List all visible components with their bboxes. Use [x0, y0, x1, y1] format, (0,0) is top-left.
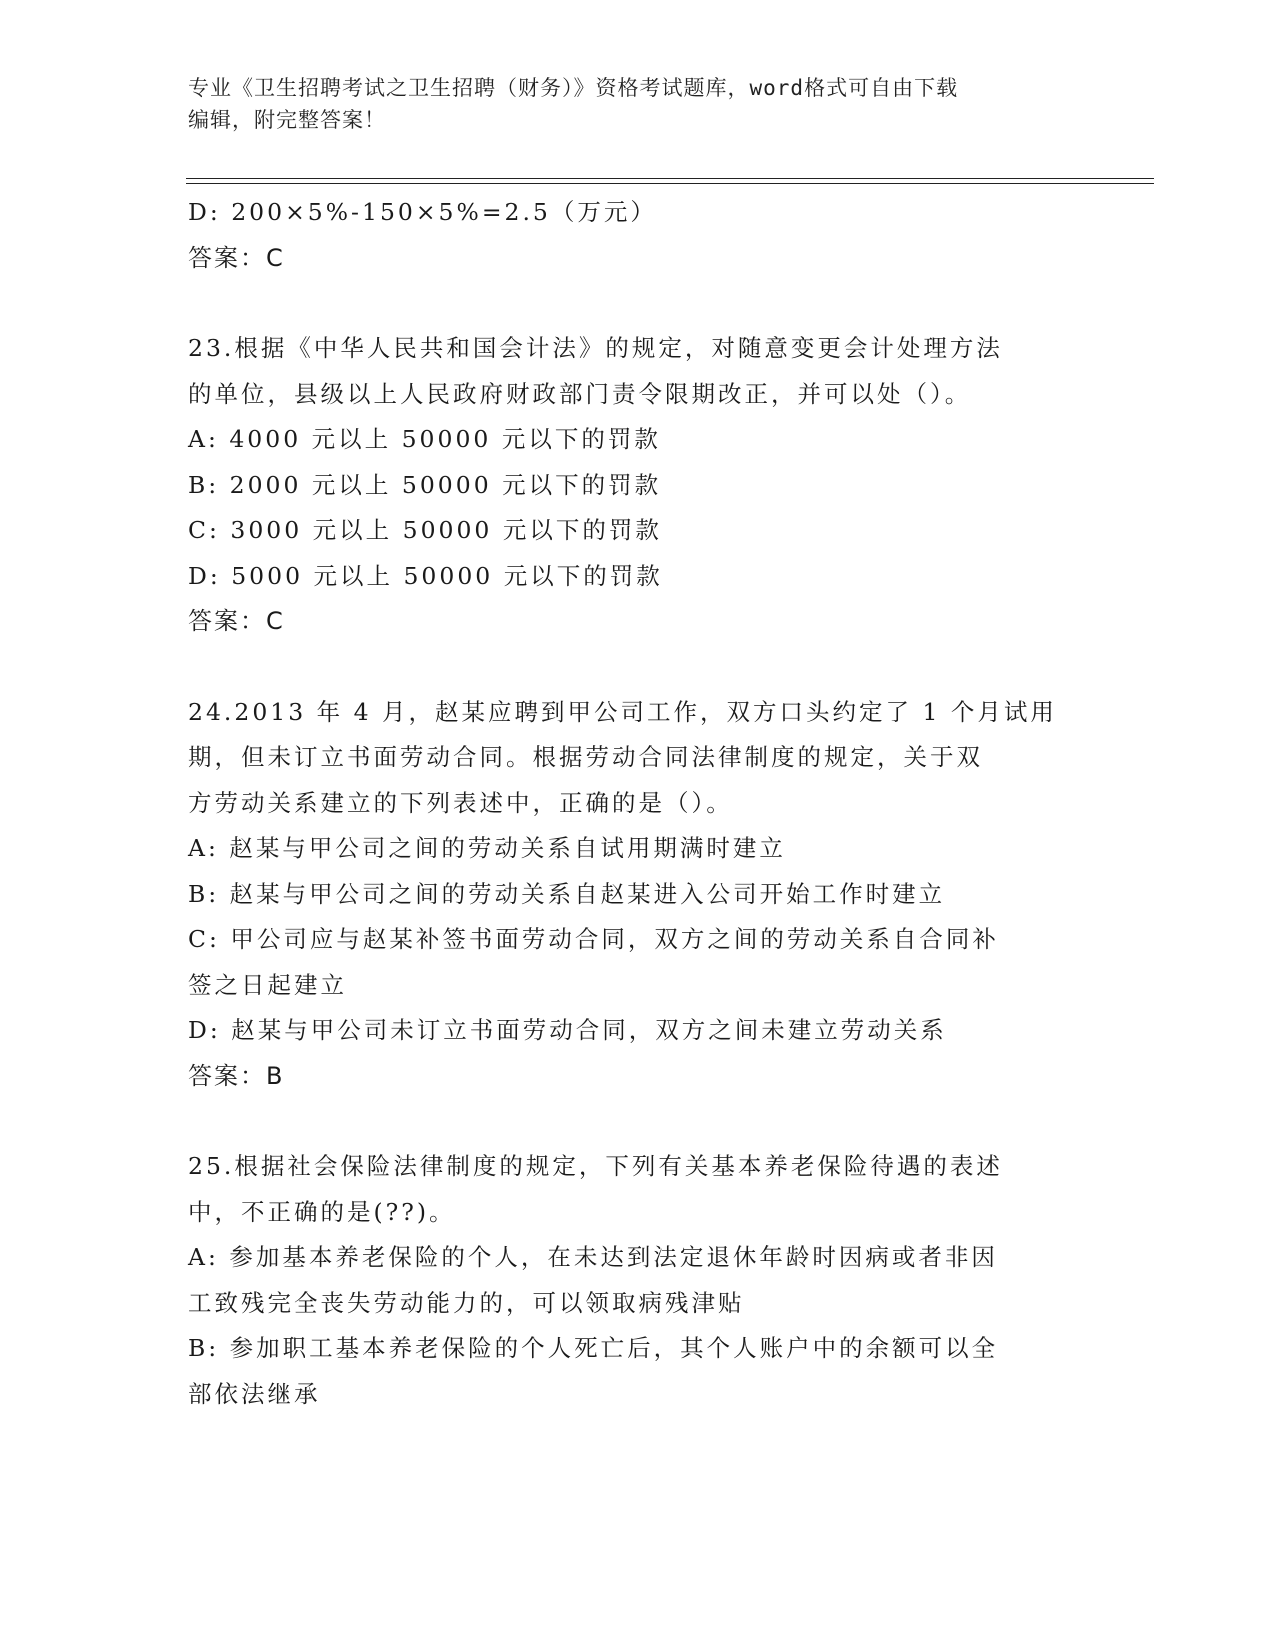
question-stem: 25.根据社会保险法律制度的规定，下列有关基本养老保险待遇的表述	[188, 1152, 1003, 1180]
question-stem: 中，不正确的是(??)。	[188, 1197, 456, 1226]
option-b: B: 2000 元以上 50000 元以下的罚款	[188, 470, 662, 499]
spacer	[188, 645, 1078, 690]
question-stem: 的单位，县级以上人民政府财政部门责令限期改正，并可以处（）。	[188, 379, 972, 408]
option-a: A: 4000 元以上 50000 元以下的罚款	[188, 425, 661, 453]
question-24	[188, 690, 1078, 1100]
option-b: B: 参加职工基本养老保险的个人死亡后，其个人账户中的余额可以全	[188, 1334, 999, 1362]
prev-option-d: D: 200×5%-150×5%=2.5（万元）	[188, 198, 657, 226]
header-rule-top	[186, 178, 1154, 179]
header-line-2: 编辑，附完整答案！	[188, 108, 386, 132]
answer: 答案：B	[188, 1061, 285, 1090]
question-23	[188, 326, 1078, 645]
spacer	[188, 281, 1078, 326]
option-c: C: 3000 元以上 50000 元以下的罚款	[188, 516, 662, 544]
document-body	[188, 190, 1078, 1417]
question-stem: 23.根据《中华人民共和国会计法》的规定，对随意变更会计处理方法	[188, 334, 1003, 362]
option-b-continued: 部依法继承	[188, 1379, 321, 1408]
question-stem: 方劳动关系建立的下列表述中，正确的是（）。	[188, 788, 733, 817]
option-d: D: 5000 元以上 50000 元以下的罚款	[188, 561, 663, 590]
prev-answer: 答案：C	[188, 243, 285, 272]
document-header	[188, 72, 1088, 136]
option-c: C: 甲公司应与赵某补签书面劳动合同，双方之间的劳动关系自合同补	[188, 925, 999, 953]
option-b: B: 赵某与甲公司之间的劳动关系自赵某进入公司开始工作时建立	[188, 879, 946, 908]
header-line-1: 专业《卫生招聘考试之卫生招聘（财务）》资格考试题库，word格式可自由下载	[188, 76, 959, 100]
header-rule-bottom	[186, 183, 1154, 184]
question-stem: 期，但未订立书面劳动合同。根据劳动合同法律制度的规定，关于双	[188, 743, 983, 771]
option-a: A: 参加基本养老保险的个人，在未达到法定退休年龄时因病或者非因	[188, 1243, 998, 1271]
option-c-continued: 签之日起建立	[188, 970, 347, 999]
spacer	[188, 1099, 1078, 1144]
answer: 答案：C	[188, 607, 285, 635]
question-stem: 24.2013 年 4 月，赵某应聘到甲公司工作，双方口头约定了 1 个月试用	[188, 697, 1057, 726]
question-25	[188, 1144, 1078, 1417]
option-a-continued: 工致残完全丧失劳动能力的，可以领取病残津贴	[188, 1288, 745, 1317]
option-d: D: 赵某与甲公司未订立书面劳动合同，双方之间未建立劳动关系	[188, 1016, 947, 1044]
option-a: A: 赵某与甲公司之间的劳动关系自试用期满时建立	[188, 834, 786, 862]
